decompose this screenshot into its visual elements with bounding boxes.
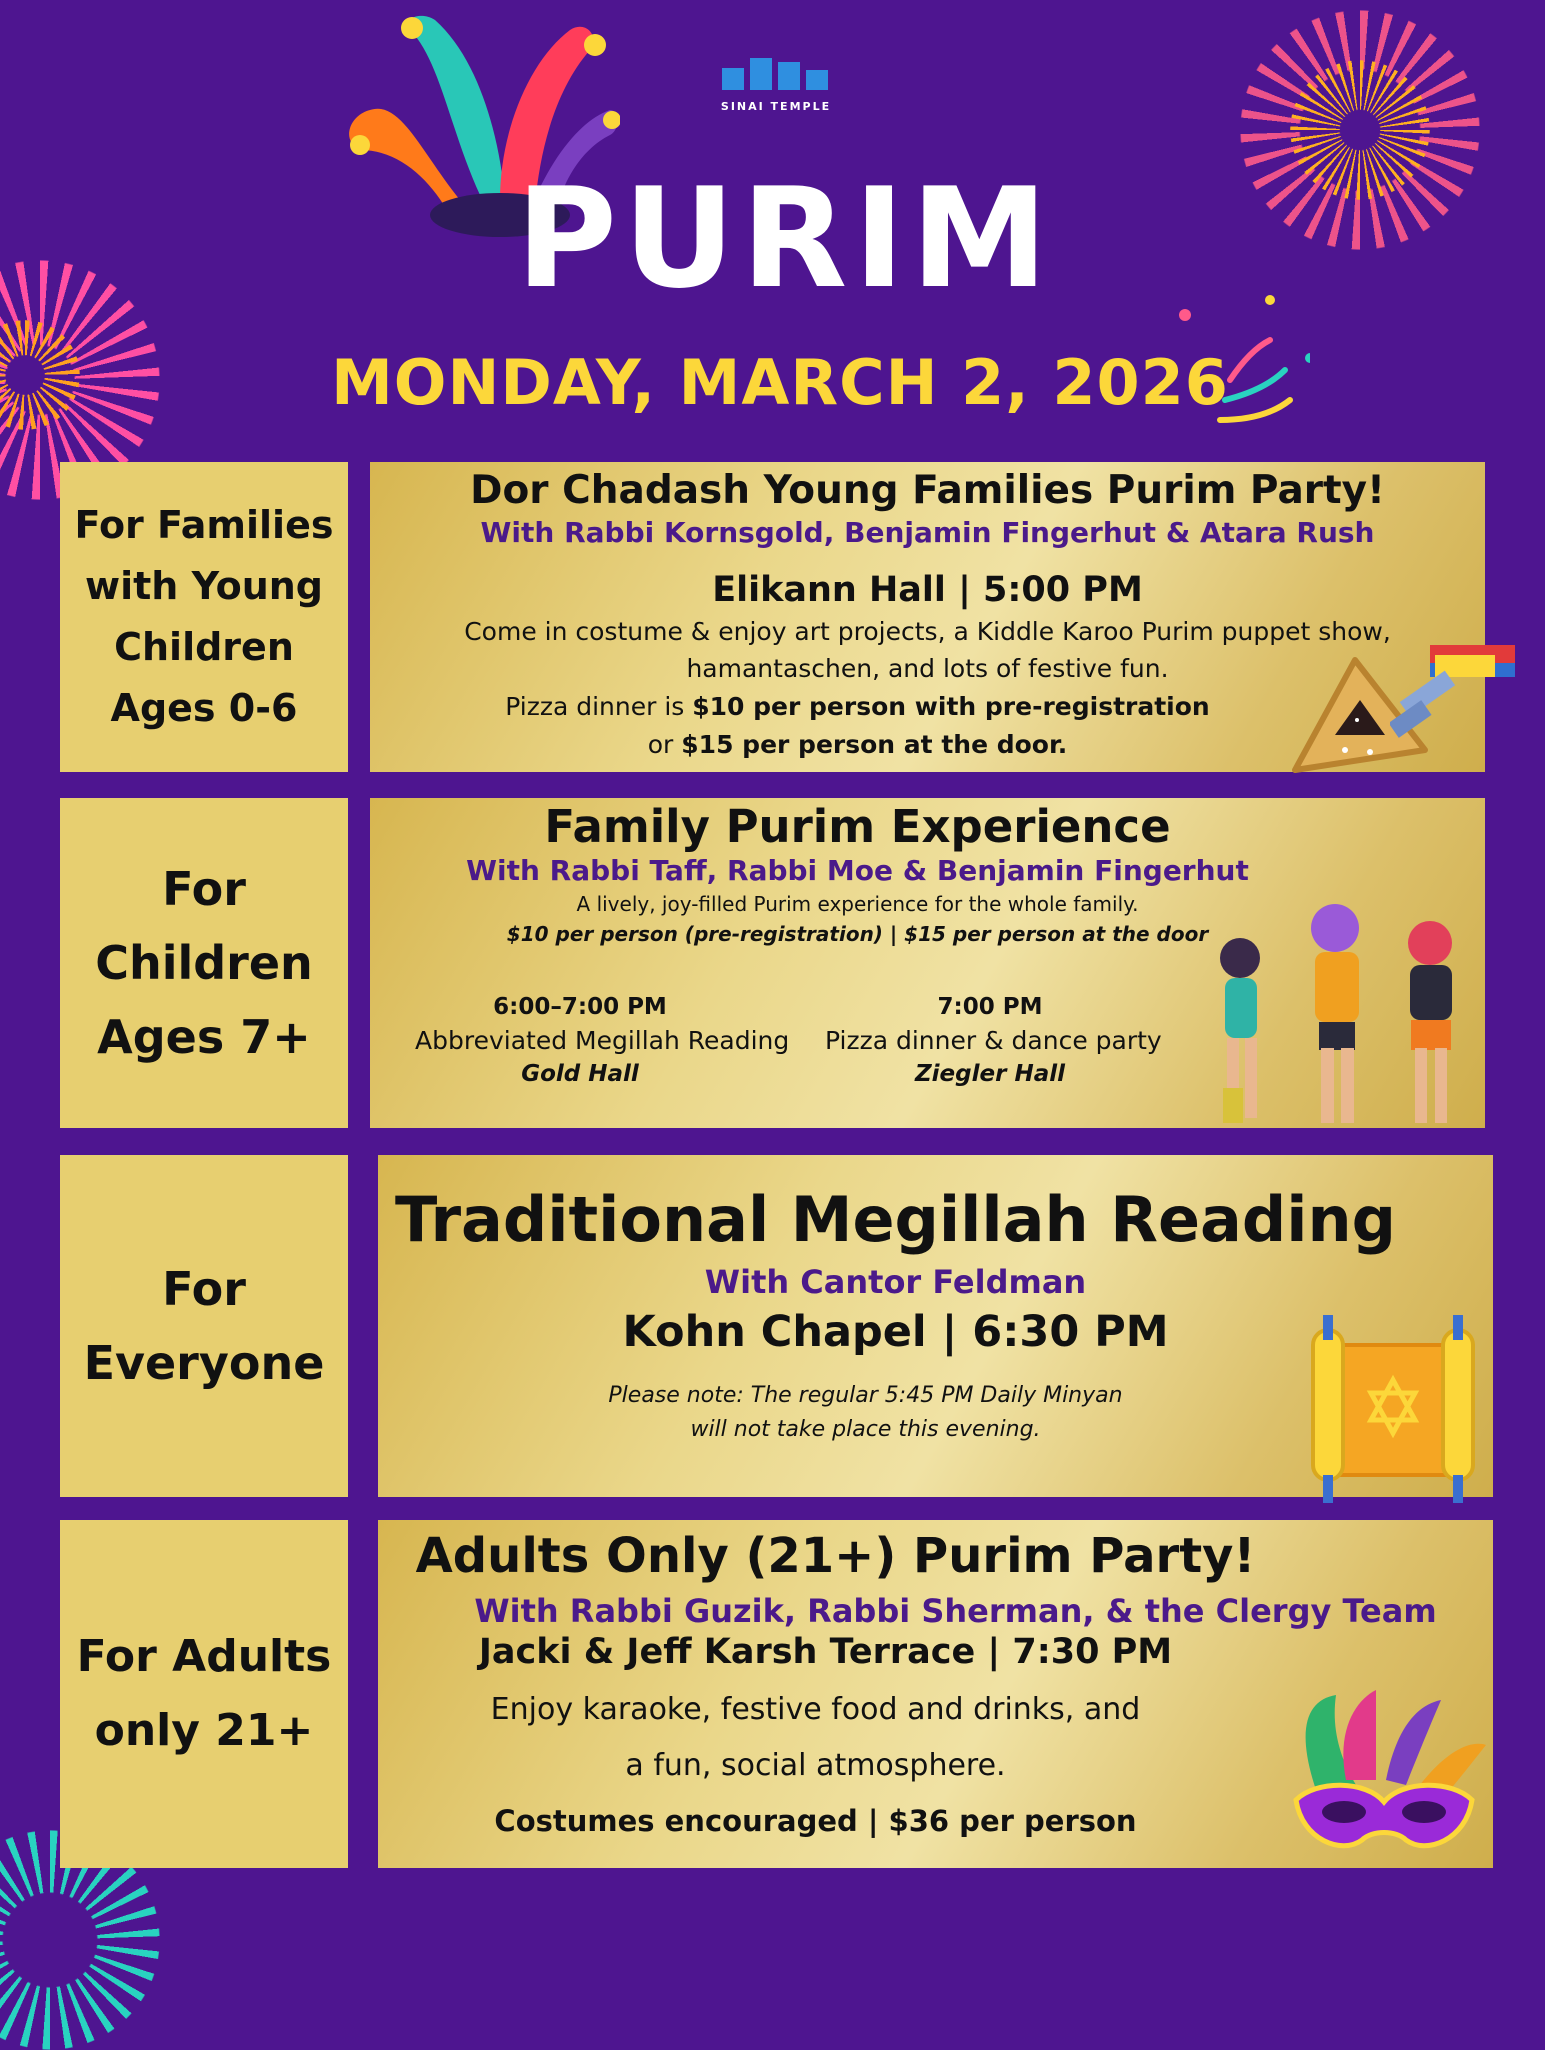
event-hosts: With Cantor Feldman: [704, 1263, 1087, 1301]
audience-label-adults: For Adults only 21+: [60, 1520, 348, 1868]
audience-label-everyone: For Everyone: [60, 1155, 348, 1497]
event-location-time: Jacki & Jeff Karsh Terrace | 7:30 PM: [478, 1632, 1173, 1672]
characters-illustration: [1185, 888, 1485, 1128]
event-title: Family Purim Experience: [544, 800, 1171, 853]
event-note-2: will not take place this evening.: [690, 1417, 1041, 1442]
firework-burst-top-right-inner: [1290, 60, 1430, 200]
event-description-2: a fun, social atmosphere.: [625, 1748, 1006, 1783]
event-note-1: Please note: The regular 5:45 PM Daily Minyan: [608, 1383, 1123, 1408]
event-panel-megillah-reading: [378, 1155, 1493, 1497]
audience-label-young-families: For Families with Young Children Ages 0-6: [60, 462, 348, 772]
session-activity: Pizza dinner & dance party: [825, 1026, 1162, 1055]
event-title: Dor Chadash Young Families Purim Party!: [470, 468, 1385, 513]
session-dinner: [825, 994, 1162, 1087]
event-description-1: A lively, joy-filled Purim experience for the whole family.: [576, 892, 1139, 916]
event-panel-family-experience: [370, 798, 1485, 1128]
grogger-icon: [1390, 640, 1520, 750]
session-time: 7:00 PM: [937, 994, 1043, 1020]
event-location-time: Elikann Hall | 5:00 PM: [712, 570, 1143, 610]
event-price-2: or $15 per person at the door.: [647, 730, 1068, 759]
event-description-1: Enjoy karaoke, festive food and drinks, and: [490, 1692, 1141, 1727]
event-price: $10 per person (pre-registration) | $15 per person at the door: [506, 922, 1209, 946]
carnival-mask-icon: [1276, 1690, 1491, 1860]
session-megillah: [415, 994, 790, 1087]
event-panel-adults-party: [378, 1520, 1493, 1868]
session-activity: Abbreviated Megillah Reading: [415, 1026, 790, 1055]
megillah-scroll-icon: [1303, 1315, 1483, 1505]
audience-label-children: For Children Ages 7+: [60, 798, 348, 1128]
session-location: Gold Hall: [521, 1061, 639, 1087]
event-price: Costumes encouraged | $36 per person: [494, 1804, 1137, 1838]
event-description-1: Come in costume & enjoy art projects, a Kiddle Karoo Purim puppet show,: [464, 617, 1391, 646]
event-price-1: Pizza dinner is $10 per person with pre-registration: [505, 692, 1210, 721]
event-hosts: With Rabbi Guzik, Rabbi Sherman, & the Clergy Team: [474, 1592, 1437, 1630]
event-hosts: With Rabbi Kornsgold, Benjamin Fingerhut & Atara Rush: [480, 516, 1375, 549]
logo-text: SINAI TEMPLE: [720, 100, 832, 113]
session-location: Ziegler Hall: [915, 1061, 1065, 1087]
event-location-time: Kohn Chapel | 6:30 PM: [622, 1307, 1169, 1357]
event-title: Adults Only (21+) Purim Party!: [415, 1528, 1256, 1584]
event-title: Traditional Megillah Reading: [394, 1183, 1397, 1256]
event-date: MONDAY, MARCH 2, 2026: [331, 346, 1229, 419]
session-time: 6:00–7:00 PM: [493, 994, 667, 1020]
event-hosts: With Rabbi Taff, Rabbi Moe & Benjamin Fingerhut: [466, 854, 1249, 887]
event-description-2: hamantaschen, and lots of festive fun.: [686, 654, 1169, 683]
sinai-temple-logo-icon: [722, 58, 830, 90]
page-title: PURIM: [515, 158, 1055, 319]
